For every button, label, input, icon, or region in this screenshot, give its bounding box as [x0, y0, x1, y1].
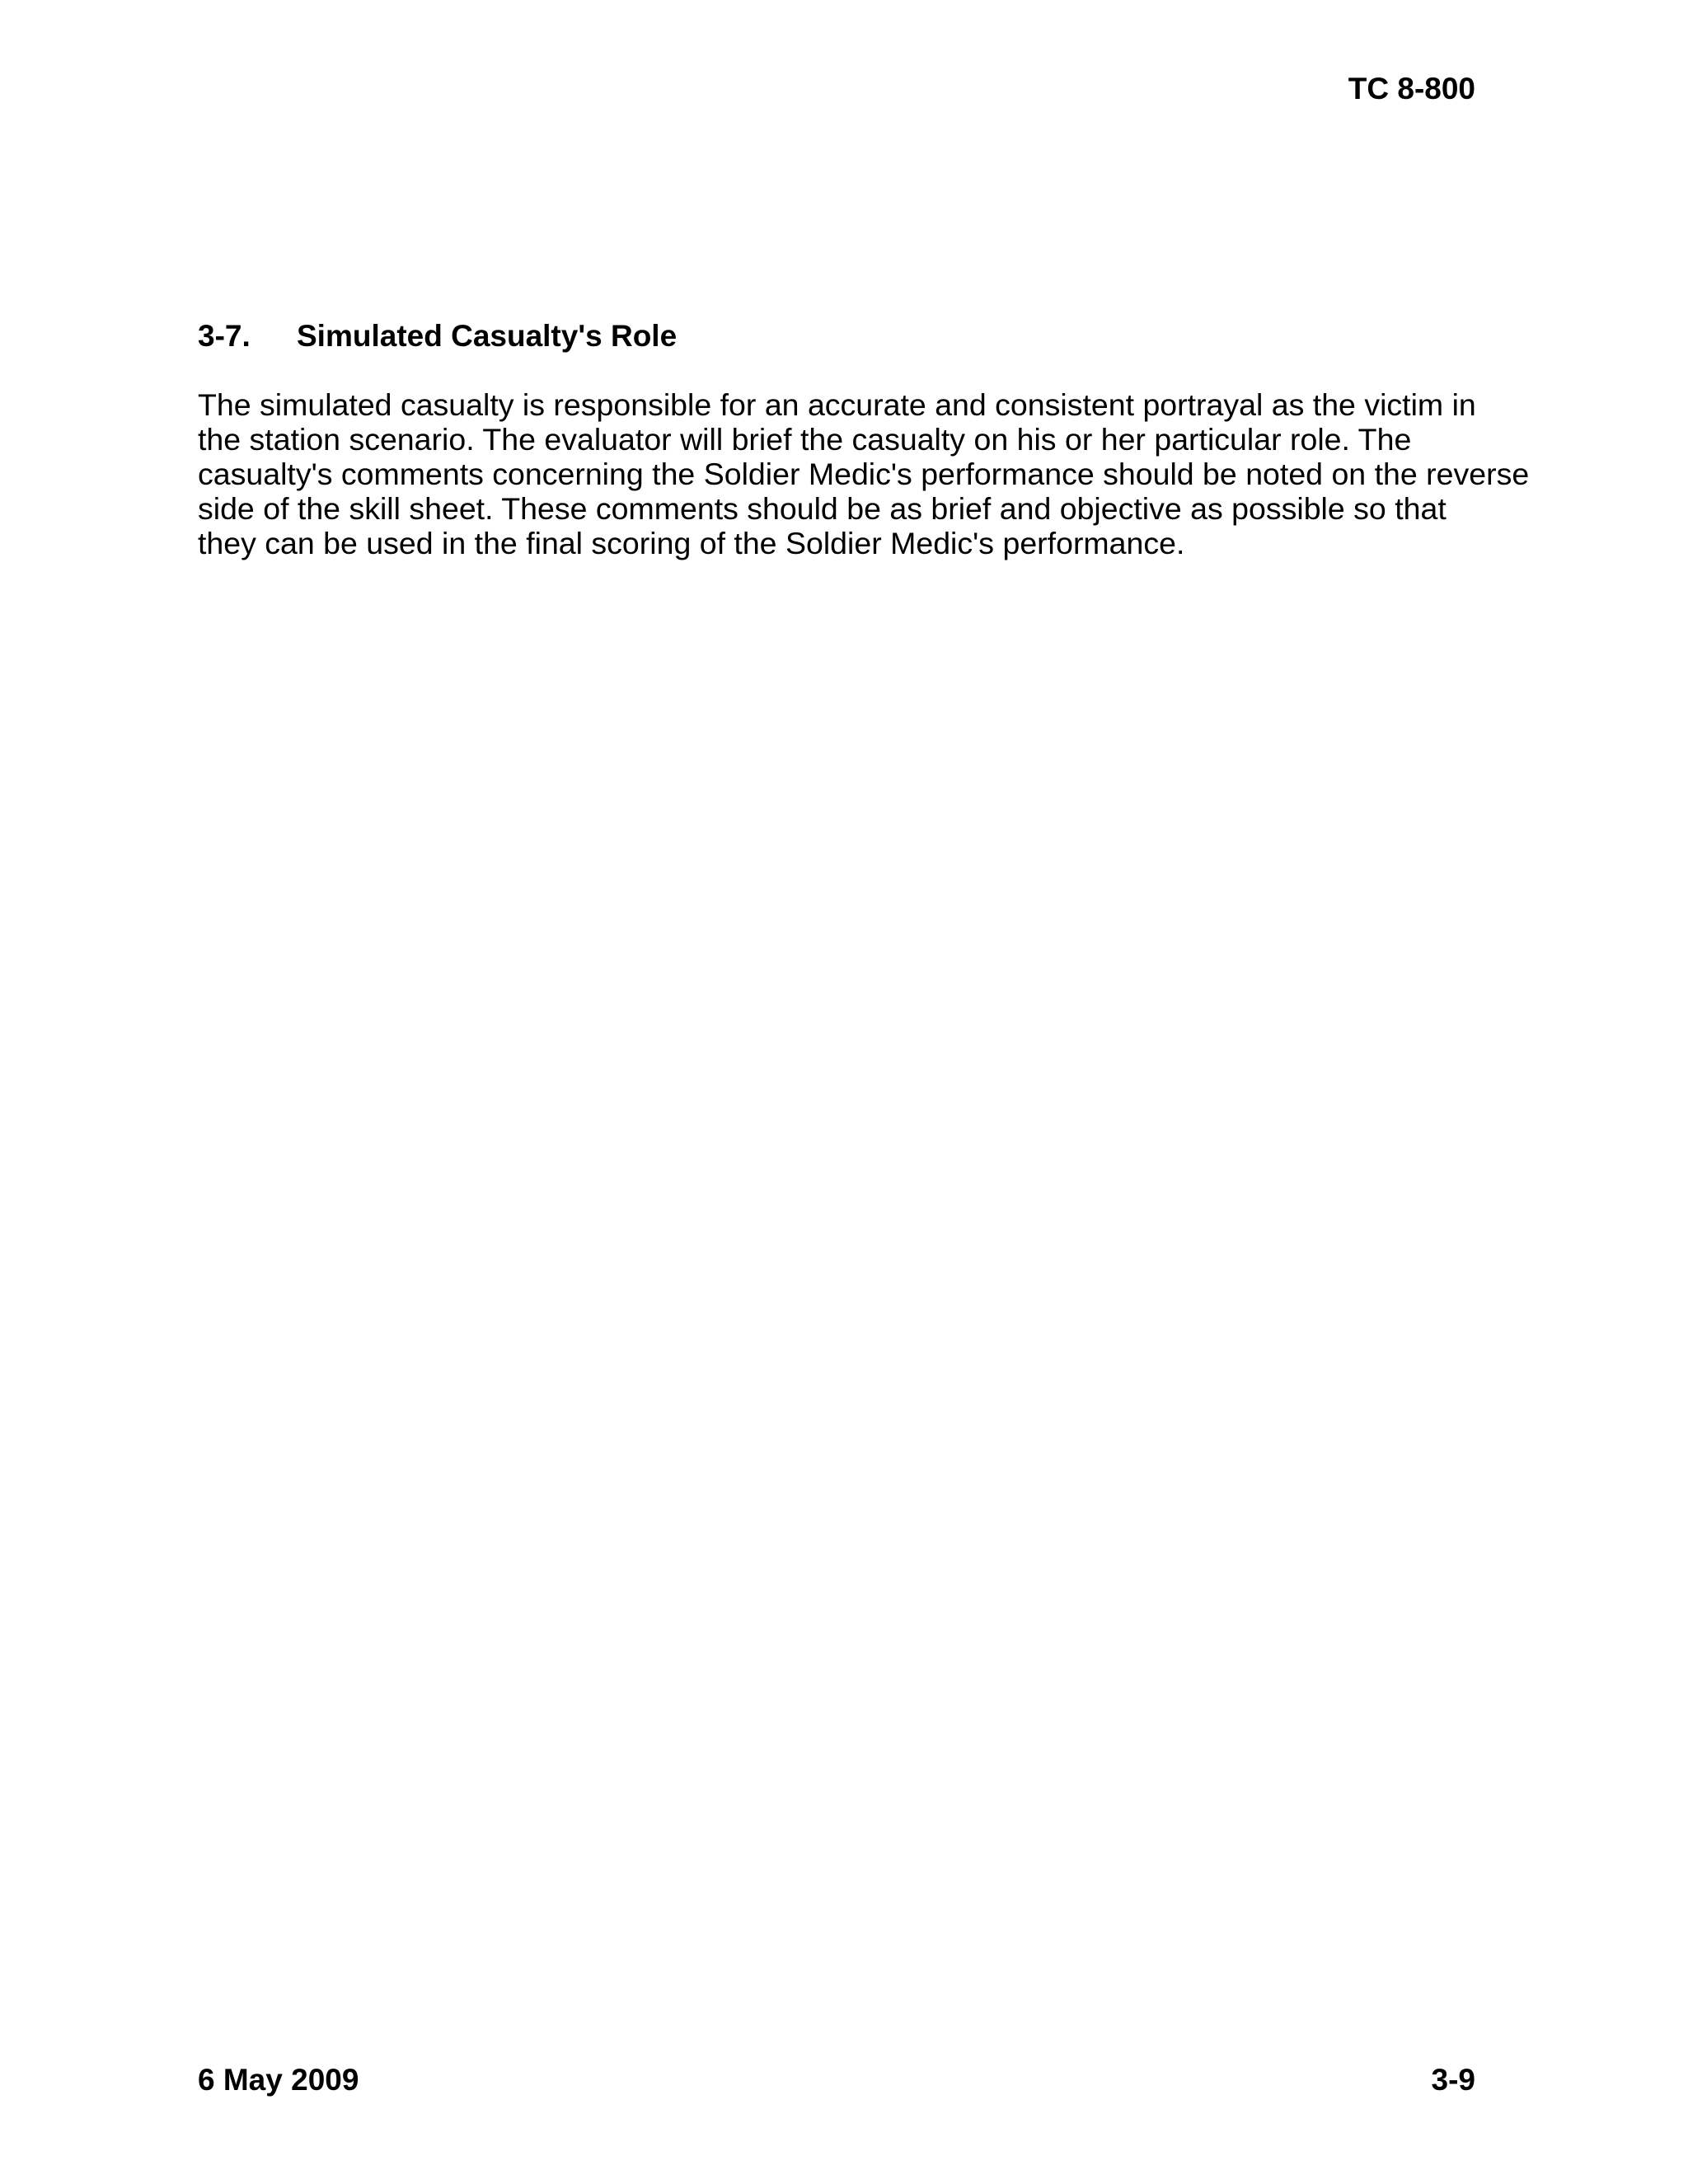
section-number: 3-7. [198, 319, 251, 353]
section-heading [198, 318, 677, 354]
paragraph-line: they can be used in the final scoring of the Soldier Medic's performance. [198, 526, 1185, 560]
section-title: Simulated Casualty's Role [297, 319, 678, 353]
paragraph-line: casualty's comments concerning the Soldier Medic's performance should be noted on the reverse [198, 457, 1530, 491]
paragraph-line: The simulated casualty is responsible for an accurate and consistent portrayal as the victim in [198, 387, 1476, 422]
paragraph-line: the station scenario. The evaluator will brief the casualty on his or her particular role. The [198, 422, 1412, 457]
footer-page-number: 3-9 [1431, 2063, 1475, 2097]
footer-date: 6 May 2009 [198, 2063, 359, 2097]
paragraph-line: side of the skill sheet. These comments should be as brief and objective as possible so that [198, 491, 1447, 526]
document-id: TC 8-800 [1348, 72, 1475, 105]
body-paragraph [198, 387, 1530, 560]
